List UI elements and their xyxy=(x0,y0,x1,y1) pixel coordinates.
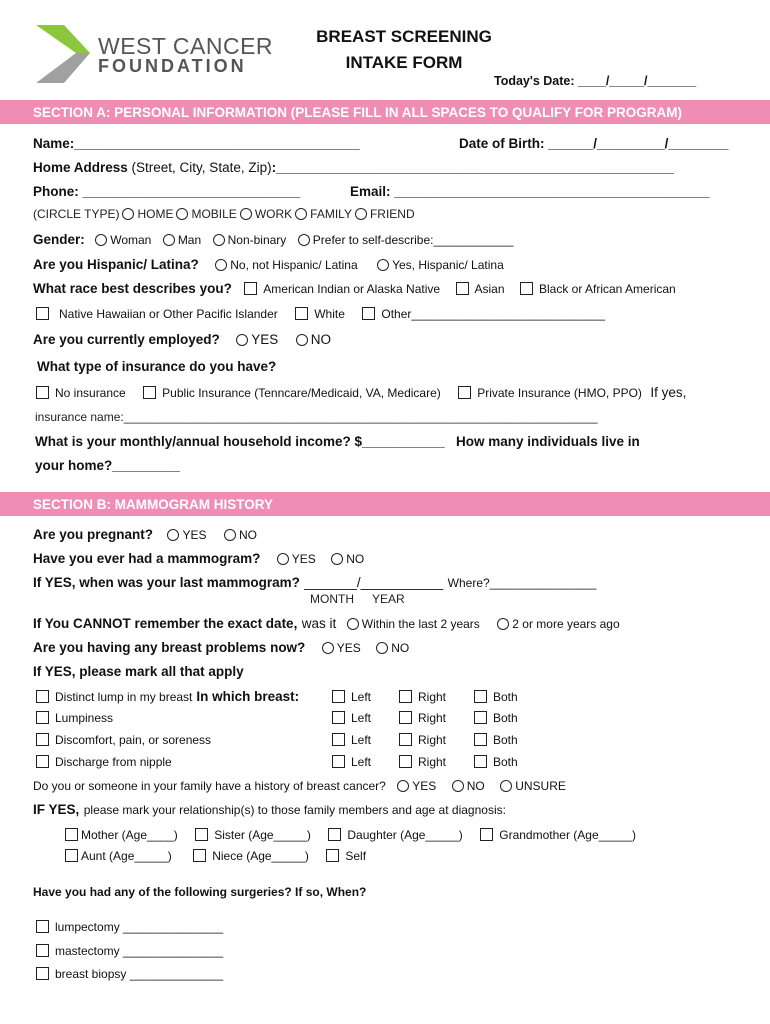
home-address-hint: (Street, City, State, Zip) xyxy=(131,160,272,175)
problem-row-lump xyxy=(33,688,299,706)
radio-circle-icon[interactable] xyxy=(500,780,512,792)
hispanic-yes: Yes, Hispanic/ Latina xyxy=(392,258,504,272)
employed-label: Are you currently employed? xyxy=(33,332,220,347)
form-title-line2: INTAKE FORM xyxy=(345,53,463,72)
problem-row-discomfort xyxy=(33,731,215,749)
side-left: Left xyxy=(351,711,372,725)
phone-type-friend: FRIEND xyxy=(369,207,415,221)
checkbox-icon[interactable] xyxy=(399,711,412,724)
home-address-field[interactable] xyxy=(33,160,674,175)
section-a-header xyxy=(0,100,770,124)
income-field[interactable]: What is your monthly/annual household income? $___________ xyxy=(35,434,445,449)
form-title-line1: BREAST SCREENING xyxy=(316,27,492,46)
family-history-label: Do you or someone in your family have a history of breast cancer? xyxy=(33,779,386,793)
section-b-header xyxy=(0,492,770,516)
insurance-label: What type of insurance do you have? xyxy=(37,359,277,374)
logo-text-line2: FOUNDATION xyxy=(98,56,247,76)
side-both: Both xyxy=(493,733,518,747)
surgery-mastectomy: mastectomy _______________ xyxy=(55,944,224,958)
race-black: Black or African American xyxy=(538,282,676,296)
side-row-1 xyxy=(396,688,450,706)
phone-type-mobile: MOBILE xyxy=(191,207,237,221)
side-right: Right xyxy=(418,711,447,725)
radio-circle-icon[interactable] xyxy=(331,553,343,565)
phone-type-row xyxy=(33,207,415,221)
month-label: MONTH xyxy=(310,592,354,606)
gender-self-describe: Prefer to self-describe:____________ xyxy=(312,233,514,247)
side-row-1 xyxy=(471,688,522,706)
checkbox-icon[interactable] xyxy=(456,282,469,295)
foundation-logo xyxy=(34,25,94,85)
side-row-2 xyxy=(329,709,375,727)
problem-row-lumpiness xyxy=(33,709,117,727)
checkbox-icon[interactable] xyxy=(399,733,412,746)
household-label: How many individuals live in xyxy=(456,434,640,449)
side-both: Both xyxy=(493,711,518,725)
checkbox-icon[interactable] xyxy=(36,944,49,957)
checkbox-icon[interactable] xyxy=(326,849,339,862)
race-row-1 xyxy=(33,280,680,298)
if-yes-relationship-row xyxy=(33,801,510,819)
mammogram-no: NO xyxy=(346,552,365,566)
last-mammogram-where-field[interactable]: Where?________________ xyxy=(447,576,597,590)
phone-type-family: FAMILY xyxy=(310,207,352,221)
family-history-no: NO xyxy=(466,779,485,793)
problem-row-discharge xyxy=(33,753,176,771)
problem-lumpiness: Lumpiness xyxy=(55,711,114,725)
hispanic-no: No, not Hispanic/ Latina xyxy=(230,258,358,272)
radio-circle-icon[interactable] xyxy=(240,208,252,220)
relation-aunt: Aunt (Age_____) xyxy=(81,849,172,863)
employed-row xyxy=(33,331,331,349)
side-row-2 xyxy=(396,709,450,727)
checkbox-icon[interactable] xyxy=(474,690,487,703)
checkbox-icon[interactable] xyxy=(332,690,345,703)
checkbox-icon[interactable] xyxy=(480,828,493,841)
side-left: Left xyxy=(351,755,372,769)
race-row-2 xyxy=(33,305,609,323)
last-mammogram-row xyxy=(33,574,600,592)
cannot-remember-was: was it xyxy=(301,616,337,631)
relation-mother: Mother (Age____) xyxy=(81,828,178,842)
surgery-biopsy: breast biopsy ______________ xyxy=(55,967,224,981)
family-row-2 xyxy=(62,847,370,865)
breast-problems-no: NO xyxy=(391,641,410,655)
checkbox-icon[interactable] xyxy=(36,690,49,703)
checkbox-icon[interactable] xyxy=(36,711,49,724)
radio-circle-icon[interactable] xyxy=(397,780,409,792)
if-yes-instructions: please mark your relationship(s) to those family members and age at diagnosis: xyxy=(83,803,506,817)
checkbox-icon[interactable] xyxy=(36,967,49,980)
checkbox-icon[interactable] xyxy=(332,755,345,768)
checkbox-icon[interactable] xyxy=(36,386,49,399)
relation-self: Self xyxy=(345,849,367,863)
side-row-3 xyxy=(329,731,375,749)
side-right: Right xyxy=(418,755,447,769)
radio-circle-icon[interactable] xyxy=(224,529,236,541)
side-row-4 xyxy=(329,753,375,771)
radio-circle-icon[interactable] xyxy=(377,259,389,271)
radio-circle-icon[interactable] xyxy=(236,334,248,346)
radio-circle-icon[interactable] xyxy=(167,529,179,541)
cannot-remember-row xyxy=(33,615,624,633)
surgery-lumpectomy: lumpectomy _______________ xyxy=(55,920,224,934)
gender-row xyxy=(33,231,518,249)
phone-type-work: WORK xyxy=(254,207,293,221)
problem-lump: Distinct lump in my breast xyxy=(55,690,193,704)
surgery-row-mastectomy xyxy=(33,942,227,960)
mammogram-label: Have you ever had a mammogram? xyxy=(33,551,261,566)
breast-problems-row xyxy=(33,639,413,657)
side-row-4 xyxy=(396,753,450,771)
phone-type-home: HOME xyxy=(137,207,174,221)
name-field[interactable]: Name:______________________________________ xyxy=(33,136,360,151)
home-address-label: Home Address xyxy=(33,160,128,175)
side-left: Left xyxy=(351,733,372,747)
todays-date-field[interactable]: Today's Date: ____/_____/_______ xyxy=(494,74,697,88)
insurance-if-yes: If yes, xyxy=(650,385,687,400)
gender-nonbinary: Non-binary xyxy=(227,233,287,247)
employed-no: NO xyxy=(310,332,331,347)
checkbox-icon[interactable] xyxy=(36,920,49,933)
mammogram-row xyxy=(33,550,368,568)
race-pacific-islander: Native Hawaiian or Other Pacific Islander xyxy=(59,307,278,321)
radio-circle-icon[interactable] xyxy=(213,234,225,246)
checkbox-icon[interactable] xyxy=(332,733,345,746)
section-a-title: SECTION A: PERSONAL INFORMATION (PLEASE FILL IN ALL SPACES TO QUALIFY FOR PROGRAM) xyxy=(33,105,683,120)
hispanic-row xyxy=(33,256,508,274)
radio-circle-icon[interactable] xyxy=(215,259,227,271)
side-right: Right xyxy=(418,733,447,747)
last-mammogram-label: If YES, when was your last mammogram? xyxy=(33,575,300,590)
home-address-line: :_____________________________________________________ xyxy=(271,160,675,175)
side-row-3 xyxy=(396,731,450,749)
checkbox-icon[interactable] xyxy=(474,733,487,746)
insurance-row xyxy=(33,384,686,402)
gender-woman: Woman xyxy=(110,233,152,247)
cannot-remember-label: If You CANNOT remember the exact date, xyxy=(33,616,298,631)
radio-circle-icon[interactable] xyxy=(497,618,509,630)
checkbox-icon[interactable] xyxy=(474,755,487,768)
race-other: Other_____________________________ xyxy=(381,307,605,321)
checkbox-icon[interactable] xyxy=(474,711,487,724)
radio-circle-icon[interactable] xyxy=(296,334,308,346)
gender-label: Gender: xyxy=(33,232,85,247)
phone-field[interactable]: Phone: _____________________________ xyxy=(33,184,301,199)
radio-circle-icon[interactable] xyxy=(355,208,367,220)
checkbox-icon[interactable] xyxy=(328,828,341,841)
side-row-2 xyxy=(471,709,522,727)
pregnant-no: NO xyxy=(238,528,257,542)
checkbox-icon[interactable] xyxy=(362,307,375,320)
side-right: Right xyxy=(418,690,447,704)
checkbox-icon[interactable] xyxy=(458,386,471,399)
employed-yes: YES xyxy=(251,332,279,347)
pregnant-label: Are you pregnant? xyxy=(33,527,154,542)
radio-circle-icon[interactable] xyxy=(347,618,359,630)
household-field[interactable]: your home?_________ xyxy=(35,458,180,473)
breast-problems-label: Are you having any breast problems now? xyxy=(33,640,306,655)
radio-circle-icon[interactable] xyxy=(122,208,134,220)
problem-discharge: Discharge from nipple xyxy=(55,755,172,769)
radio-circle-icon[interactable] xyxy=(376,642,388,654)
which-breast-label: In which breast: xyxy=(196,689,300,704)
circle-type-label: (CIRCLE TYPE) xyxy=(33,207,120,221)
checkbox-icon[interactable] xyxy=(36,755,49,768)
checkbox-icon[interactable] xyxy=(36,307,49,320)
insurance-public: Public Insurance (Tenncare/Medicaid, VA, Medicare) xyxy=(162,386,441,400)
pregnant-yes: YES xyxy=(182,528,207,542)
logo-text-line1: WEST CANCER xyxy=(98,33,274,59)
radio-circle-icon[interactable] xyxy=(298,234,310,246)
breast-problems-yes: YES xyxy=(336,641,361,655)
race-white: White xyxy=(314,307,345,321)
side-left: Left xyxy=(351,690,372,704)
last-mammogram-date-field[interactable]: _______/___________ xyxy=(304,575,444,590)
checkbox-icon[interactable] xyxy=(399,690,412,703)
checkbox-icon[interactable] xyxy=(244,282,257,295)
side-both: Both xyxy=(493,690,518,704)
surgeries-label: Have you had any of the following surgeries? If so, When? xyxy=(33,885,367,899)
checkbox-icon[interactable] xyxy=(520,282,533,295)
checkbox-icon[interactable] xyxy=(143,386,156,399)
side-row-1 xyxy=(329,688,375,706)
relation-sister: Sister (Age_____) xyxy=(214,828,311,842)
family-history-row xyxy=(33,777,570,795)
radio-circle-icon[interactable] xyxy=(452,780,464,792)
two-or-more-years: 2 or more years ago xyxy=(512,617,620,631)
checkbox-icon[interactable] xyxy=(65,828,78,841)
gender-man: Man xyxy=(177,233,202,247)
insurance-none: No insurance xyxy=(55,386,126,400)
radio-circle-icon[interactable] xyxy=(163,234,175,246)
within-2-years: Within the last 2 years xyxy=(361,617,480,631)
radio-circle-icon[interactable] xyxy=(95,234,107,246)
side-row-4 xyxy=(471,753,522,771)
family-row-1 xyxy=(62,826,640,844)
radio-circle-icon[interactable] xyxy=(176,208,188,220)
if-yes-label: IF YES, xyxy=(33,802,80,817)
checkbox-icon[interactable] xyxy=(193,849,206,862)
pregnant-row xyxy=(33,526,261,544)
checkbox-icon[interactable] xyxy=(295,307,308,320)
checkbox-icon[interactable] xyxy=(399,755,412,768)
insurance-name-field[interactable]: insurance name:_______________________________________________________________________ xyxy=(35,410,598,424)
checkbox-icon[interactable] xyxy=(36,733,49,746)
family-history-yes: YES xyxy=(412,779,437,793)
surgery-row-lumpectomy xyxy=(33,918,227,936)
checkbox-icon[interactable] xyxy=(195,828,208,841)
dob-field[interactable]: Date of Birth: ______/_________/________ xyxy=(459,136,729,151)
mammogram-yes: YES xyxy=(291,552,316,566)
year-label: YEAR xyxy=(372,592,405,606)
race-american-indian: American Indian or Alaska Native xyxy=(263,282,441,296)
side-both: Both xyxy=(493,755,518,769)
relation-niece: Niece (Age_____) xyxy=(212,849,309,863)
email-field[interactable]: Email: __________________________________________ xyxy=(350,184,710,199)
race-asian: Asian xyxy=(474,282,505,296)
hispanic-label: Are you Hispanic/ Latina? xyxy=(33,257,199,272)
problem-discomfort: Discomfort, pain, or soreness xyxy=(55,733,212,747)
checkbox-icon[interactable] xyxy=(332,711,345,724)
checkbox-icon[interactable] xyxy=(65,849,78,862)
insurance-private: Private Insurance (HMO, PPO) xyxy=(477,386,642,400)
radio-circle-icon[interactable] xyxy=(295,208,307,220)
race-label: What race best describes you? xyxy=(33,281,232,296)
radio-circle-icon[interactable] xyxy=(277,553,289,565)
radio-circle-icon[interactable] xyxy=(322,642,334,654)
family-history-unsure: UNSURE xyxy=(515,779,566,793)
side-row-3 xyxy=(471,731,522,749)
mark-all-label: If YES, please mark all that apply xyxy=(33,664,244,679)
relation-daughter: Daughter (Age_____) xyxy=(347,828,463,842)
relation-grandmother: Grandmother (Age_____) xyxy=(499,828,636,842)
surgery-row-biopsy xyxy=(33,965,227,983)
section-b-title: SECTION B: MAMMOGRAM HISTORY xyxy=(33,497,273,512)
